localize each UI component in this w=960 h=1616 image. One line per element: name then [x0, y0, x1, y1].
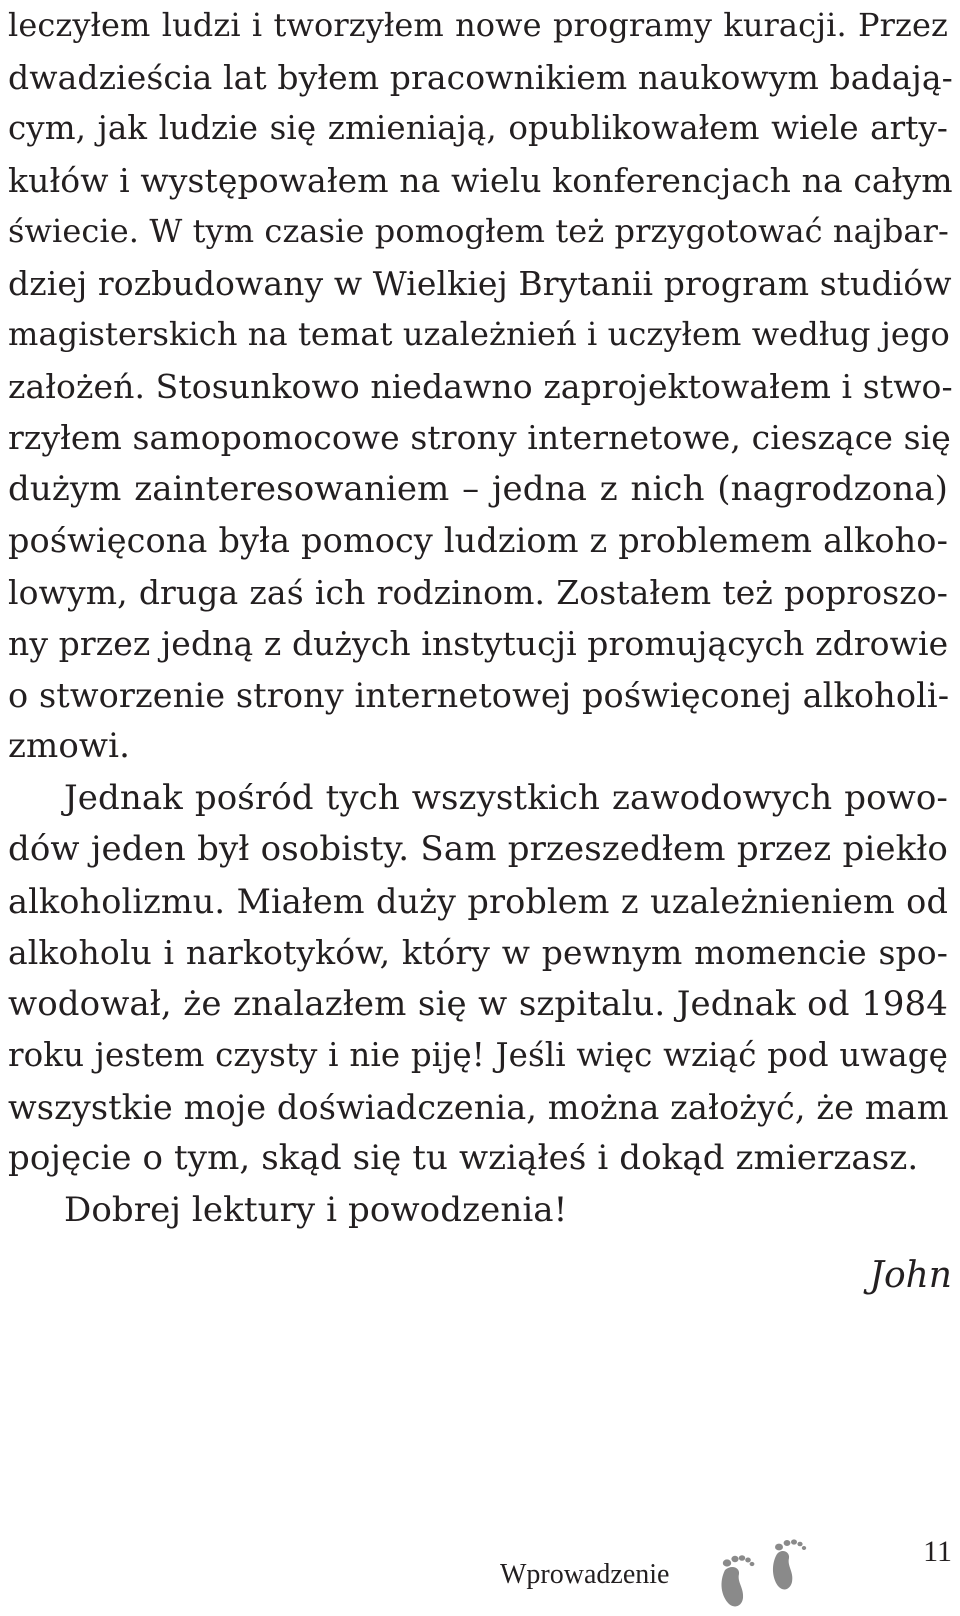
text-line: alkoholu i narkotyków, który w pewnym momencie spo-: [8, 933, 948, 972]
author-signature: John: [869, 1255, 952, 1296]
text-line: Jednak pośród tych wszystkich zawodowych powo-: [64, 777, 948, 818]
footprints-icon: [715, 1530, 815, 1610]
text-line: cym, jak ludzie się zmieniają, opublikowałem wiele arty-: [8, 109, 948, 147]
text-line: poświęcona była pomocy ludziom z problemem alkoho-: [8, 521, 948, 560]
text-line: pojęcie o tym, skąd się tu wziąłeś i dokąd zmierzasz.: [8, 1138, 919, 1178]
text-line: wszystkie moje doświadczenia, można założyć, że mam: [8, 1087, 949, 1127]
text-line: dużym zainteresowaniem – jedna z nich (nagrodzona): [8, 468, 948, 509]
text-line: dów jeden był osobisty. Sam przeszedłem przez piekło: [8, 829, 948, 869]
text-line: Dobrej lektury i powodzenia!: [64, 1189, 568, 1230]
footer-section-title: Wprowadzenie: [500, 1559, 670, 1590]
text-line: kułów i występowałem na wielu konferencjach na całym: [8, 160, 953, 200]
text-line: świecie. W tym czasie pomogłem też przygotować najbar-: [8, 212, 949, 250]
text-line: dwadzieścia lat byłem pracownikiem naukowym badają-: [8, 57, 953, 97]
text-line: lowym, druga zaś ich rodzinom. Zostałem też poproszo-: [8, 572, 948, 612]
text-line: magisterskich na temat uzależnień i uczyłem według jego: [8, 315, 950, 353]
text-line: założeń. Stosunkowo niedawno zaprojektowałem i stwo-: [8, 366, 953, 406]
page-body-text: [8, 0, 953, 1236]
text-line: leczyłem ludzi i tworzyłem nowe programy kuracji. Przez: [8, 6, 948, 44]
text-line: o stworzenie strony internetowej poświęconej alkoholi-: [8, 675, 950, 715]
text-line: alkoholizmu. Miałem duży problem z uzależnieniem od: [8, 881, 948, 921]
text-line: dziej rozbudowany w Wielkiej Brytanii program studiów: [8, 263, 952, 303]
text-line: ny przez jedną z dużych instytucji promujących zdrowie: [8, 624, 949, 663]
page-number: 11: [923, 1535, 952, 1568]
text-line: rzyłem samopomocowe strony internetowe, cieszące się: [8, 418, 951, 457]
text-line: roku jestem czysty i nie piję! Jeśli więc wziąć pod uwagę: [8, 1036, 948, 1074]
text-line: zmowi.: [8, 726, 131, 766]
text-line: wodował, że znalazłem się w szpitalu. Jednak od 1984: [8, 983, 948, 1024]
